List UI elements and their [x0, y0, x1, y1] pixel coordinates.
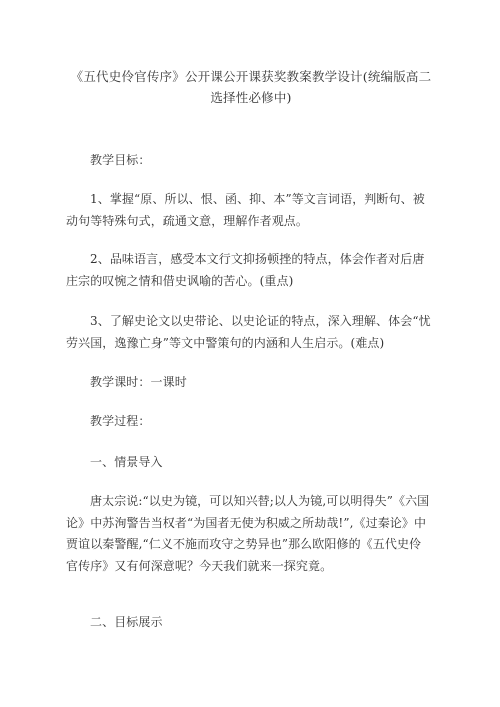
document-title: 《五代史伶官传序》公开课公开课获奖教案教学设计(统编版高二选择性必修中)	[70, 69, 432, 105]
goal-item-3: 3、了解史论文以史带论、以史论证的特点，深入理解、体会“忧劳兴国，逸豫亡身”等文中警策句的内涵和人生启示。(难点)	[66, 314, 431, 350]
section-heading-goals: 教学目标：	[90, 153, 151, 167]
goal-item-1: 1、掌握“原、所以、恨、函、抑、本”等文言词语，判断句、被动句等特殊句式，疏通文意，理解作者观点。	[66, 192, 425, 228]
goal-item-2: 2、品味语言，感受本文行文抑扬顿挫的特点，体会作者对后唐庄宗的叹惋之情和借史讽喻的苦心。(重点)	[66, 252, 425, 288]
section-heading-process: 教学过程：	[90, 414, 151, 428]
step-2-heading: 二、目标展示	[90, 615, 163, 629]
step-1-body: 唐太宗说:“以史为镜，可以知兴替;以人为镜,可以明得失”《六国论》中苏洵警告当权者“为国者无使为积威之所劫哉!”,《过秦论》中贾谊以秦警醒,“仁义不施而攻守之势异也”那么欧阳修的《五代史伶官传序》又有何深意呢？今天我们就来一探究竟。	[66, 494, 430, 573]
step-1-heading: 一、情景导入	[90, 455, 163, 469]
class-hours-line: 教学课时：一课时	[90, 375, 187, 389]
